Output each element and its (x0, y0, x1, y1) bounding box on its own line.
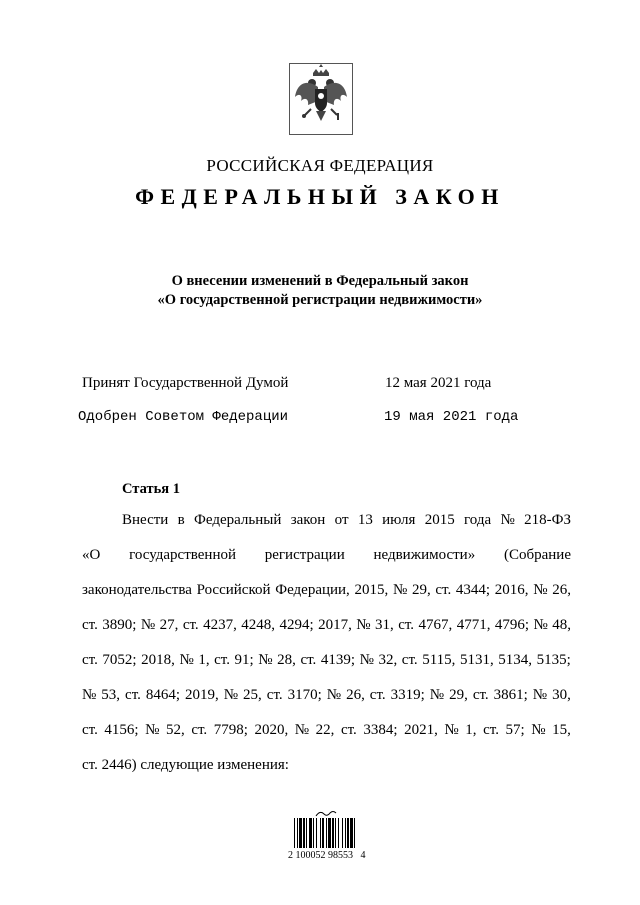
article-word: № (532, 687, 548, 703)
article-word: 4767, (418, 617, 453, 633)
article-word: закон (290, 512, 326, 528)
article-word: ст. (182, 617, 199, 633)
article-word: 4294; (279, 617, 314, 633)
article-line (82, 547, 571, 564)
article-word: 7052; (102, 652, 137, 668)
article-line (82, 687, 571, 704)
article-word: 31, (375, 617, 394, 633)
article-word: № (145, 722, 160, 738)
article-word: 91; (234, 652, 254, 668)
article-word: недвижимости» (373, 547, 476, 563)
article-word: № (294, 722, 310, 738)
article-word: 4771, (456, 617, 491, 633)
article-word: № (429, 687, 445, 703)
article-word: года (464, 512, 492, 528)
article-word: 2015 (424, 512, 455, 528)
article-word: 2020, (254, 722, 289, 738)
article-word: ст. (125, 687, 141, 703)
article-word: 15, (552, 722, 571, 738)
article-word: ст. (300, 652, 317, 668)
article-word: «О (82, 547, 101, 563)
article-word: 3890; (102, 617, 137, 633)
article-word: 4156; (104, 722, 139, 738)
article-word: № (258, 652, 273, 668)
article-word: 5135; (536, 652, 571, 668)
council-approval-date: 19 мая 2021 года (384, 409, 519, 425)
article-line (82, 617, 571, 634)
article-word: 5131, (459, 652, 494, 668)
article-line (82, 652, 571, 669)
article-word: № (326, 687, 342, 703)
article-word: 2016, (494, 582, 529, 598)
duma-adoption-label: Принят Государственной Думой (82, 375, 289, 391)
article-word: 3170; (287, 687, 322, 703)
council-approval-label: Одобрен Советом Федерации (78, 409, 289, 425)
article-line (82, 757, 571, 774)
article-word: ст. (214, 652, 230, 668)
article-word: 4139; (320, 652, 356, 668)
article-word: 1, (465, 722, 477, 738)
article-word: № (140, 617, 156, 633)
article-word: 2018, (141, 652, 175, 668)
article-word: 7798; (213, 722, 248, 738)
article-word: 8464; (145, 687, 181, 703)
article-word: № (500, 512, 515, 528)
article-word: № (223, 687, 239, 703)
article-word: 27, (159, 617, 179, 633)
article-word: регистрации (264, 547, 345, 563)
article-word: 2019, (185, 687, 219, 703)
article-word: Российской (196, 582, 271, 598)
article-word: 29, (449, 687, 468, 703)
article-word: 26, (346, 687, 365, 703)
article-word: № (533, 617, 548, 633)
article-word: 13 (357, 512, 373, 528)
article-word: № (179, 652, 194, 668)
article-word: 218-ФЗ (524, 512, 571, 528)
article-word: Федеральный (194, 512, 282, 528)
article-word: ст. (435, 582, 452, 598)
article-word: № (533, 582, 548, 598)
article-word: 3861; (493, 687, 528, 703)
article-title: Статья 1 (122, 481, 180, 497)
article-word: ст. (191, 722, 208, 738)
article-word: ст. (82, 722, 98, 738)
article-word: ст. (82, 617, 98, 633)
article-word: № (359, 652, 374, 668)
law-type-heading: ФЕДЕРАЛЬНЫЙ ЗАКОН (135, 184, 505, 209)
article-word: 4796; (494, 617, 530, 633)
article-word: ст. (369, 687, 386, 703)
article-word: 25, (243, 687, 262, 703)
article-word: 30, (552, 687, 571, 703)
law-subject-line-1: О внесении изменений в Федеральный закон (171, 273, 469, 289)
article-word: 2017, (318, 617, 352, 633)
article-word: 32, (378, 652, 398, 668)
article-line (122, 512, 571, 529)
article-word: 3384; (363, 722, 398, 738)
article-word: от (334, 512, 349, 528)
article-word: 3319; (390, 687, 425, 703)
article-word: июля (382, 512, 416, 528)
article-word: 26, (552, 582, 571, 598)
article-word: ст. (483, 722, 499, 738)
article-line (82, 582, 571, 599)
article-word: 2015, (354, 582, 389, 598)
article-word: Федерации, (275, 582, 350, 598)
article-word: № (531, 722, 546, 738)
article-word: 22, (315, 722, 335, 738)
article-word: 5134, (498, 652, 533, 668)
article-word: № (392, 582, 408, 598)
article-word: Внести (122, 512, 169, 528)
article-line (82, 722, 571, 739)
article-word: государственной (129, 547, 236, 563)
country-heading: РОССИЙСКАЯ ФЕДЕРАЦИЯ (206, 156, 434, 175)
barcode-number: 2 100052 98553 4 (288, 850, 366, 861)
article-word: 28, (277, 652, 296, 668)
article-word: № (444, 722, 459, 738)
article-word: № (82, 687, 97, 703)
article-word: ст. (401, 652, 418, 668)
article-word: 1, (198, 652, 210, 668)
article-word: 48, (552, 617, 571, 633)
article-word: ст. (340, 722, 357, 738)
article-word: 2021, (404, 722, 438, 738)
article-word: ст. (82, 652, 98, 668)
article-word: 53, (101, 687, 121, 703)
article-word: законодательства (82, 582, 192, 598)
article-word: 52, (166, 722, 185, 738)
coat-of-arms-emblem-icon (289, 63, 353, 135)
article-word: 4237, (203, 617, 237, 633)
article-word: 4248, (241, 617, 276, 633)
article-word: ст. (266, 687, 283, 703)
article-word: ст. (472, 687, 489, 703)
article-word: 29, (411, 582, 431, 598)
article-word: 5115, (422, 652, 456, 668)
article-word: в (177, 512, 185, 528)
article-word: ст. 2446) следующие изменения: (82, 757, 289, 773)
article-word: 4344; (455, 582, 491, 598)
duma-adoption-date: 12 мая 2021 года (385, 375, 492, 391)
article-word: № (356, 617, 371, 633)
article-word: ст. (398, 617, 415, 633)
article-word: (Собрание (503, 547, 571, 563)
article-word: 57; (505, 722, 525, 738)
law-subject-line-2: «О государственной регистрации недвижимости» (157, 292, 483, 308)
